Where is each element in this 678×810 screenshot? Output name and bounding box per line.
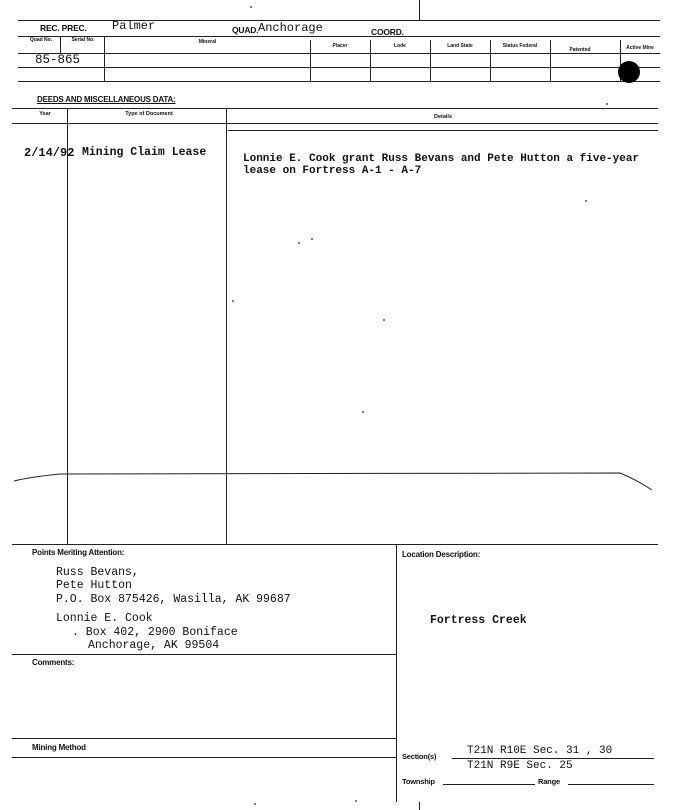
deed-year: 2/14/92 (24, 146, 75, 160)
rec-prec-value: Palmer (112, 19, 156, 33)
header-rule-2 (18, 36, 660, 37)
township-underline (443, 784, 535, 785)
location-label: Location Description: (402, 550, 481, 559)
sections-line2: T21N R9E Sec. 25 (467, 760, 573, 772)
patented-label: Patented (569, 47, 591, 53)
col-details-label: Details (433, 114, 453, 120)
header-divider (490, 40, 491, 81)
col-type-label: Type of Document (125, 111, 173, 117)
header-divider (60, 36, 61, 53)
active-mine-label: Active Mine (626, 45, 654, 51)
lode-label: Lode (394, 43, 406, 49)
header-tick (419, 0, 420, 20)
scan-speck (254, 803, 256, 805)
deeds-rule-details (228, 130, 658, 131)
quad-no-label: Quad No. (29, 37, 53, 43)
scan-speck (362, 411, 364, 413)
points-line6: Anchorage, AK 99504 (88, 639, 220, 652)
scan-speck (298, 242, 300, 244)
location-value: Fortress Creek (430, 614, 527, 627)
header-divider (104, 36, 105, 81)
mining-method-label: Mining Method (32, 743, 86, 752)
scan-speck (250, 6, 252, 8)
deeds-rule-top (12, 108, 658, 109)
deeds-rule-bottom (12, 544, 658, 545)
points-line2: Pete Hutton (56, 579, 132, 592)
fold-line (0, 465, 678, 495)
scan-speck (232, 300, 234, 302)
points-line4: Lonnie E. Cook (56, 612, 153, 625)
active-mine-marker (618, 61, 640, 83)
scan-speck (311, 238, 313, 240)
scan-speck (355, 800, 357, 802)
range-underline (568, 784, 654, 785)
points-line1: Russ Bevans, (56, 566, 139, 579)
mineral-label: Mineral (198, 39, 217, 45)
scan-speck (585, 200, 587, 202)
coord-label: COORD. (371, 27, 404, 37)
quad-label: QUAD. (232, 25, 259, 35)
points-line5: . Box 402, 2900 Boniface (72, 626, 238, 639)
sections-underline (452, 758, 654, 759)
deed-details-line1: Lonnie E. Cook grant Russ Bevans and Pete Hutton a five-year (243, 153, 640, 165)
footer-tick (419, 802, 420, 810)
quad-value: Anchorage (258, 21, 323, 35)
deed-details-line2: lease on Fortress A-1 - A-7 (243, 165, 422, 177)
header-rule-3 (18, 53, 660, 54)
header-rule-5 (18, 81, 660, 82)
header-divider (310, 40, 311, 81)
comments-rule (12, 654, 396, 655)
sections-line1: T21N R10E Sec. 31 , 30 (467, 745, 613, 757)
mining-method-underline (12, 757, 396, 758)
scan-speck (383, 319, 385, 321)
bottom-col-divider (396, 544, 397, 802)
serial-number-value: 85-865 (35, 53, 81, 67)
township-label: Township (402, 777, 435, 786)
points-line3: P.O. Box 875426, Wasilla, AK 99687 (56, 593, 291, 606)
rec-prec-label: REC. PREC. (40, 23, 87, 33)
land-state-label: Land State (447, 43, 473, 49)
sections-label: Section(s) (402, 752, 437, 761)
scan-speck (606, 103, 608, 105)
deeds-rule-header (12, 123, 658, 124)
header-divider (430, 40, 431, 81)
status-federal-label: Status Federal (502, 43, 538, 49)
header-rule-4 (18, 67, 660, 68)
header-divider (370, 40, 371, 81)
range-label: Range (538, 777, 560, 786)
serial-no-label: Serial No. (71, 37, 95, 43)
placer-label: Placer (332, 43, 348, 49)
mining-method-rule (12, 738, 396, 739)
header-divider (550, 40, 551, 81)
deed-type: Mining Claim Lease (82, 146, 207, 159)
col-year-label: Year (39, 111, 51, 117)
deeds-section-title: DEEDS AND MISCELLANEOUS DATA: (37, 95, 176, 104)
points-label: Points Meriting Attention: (32, 548, 125, 557)
comments-label: Comments: (32, 658, 75, 667)
